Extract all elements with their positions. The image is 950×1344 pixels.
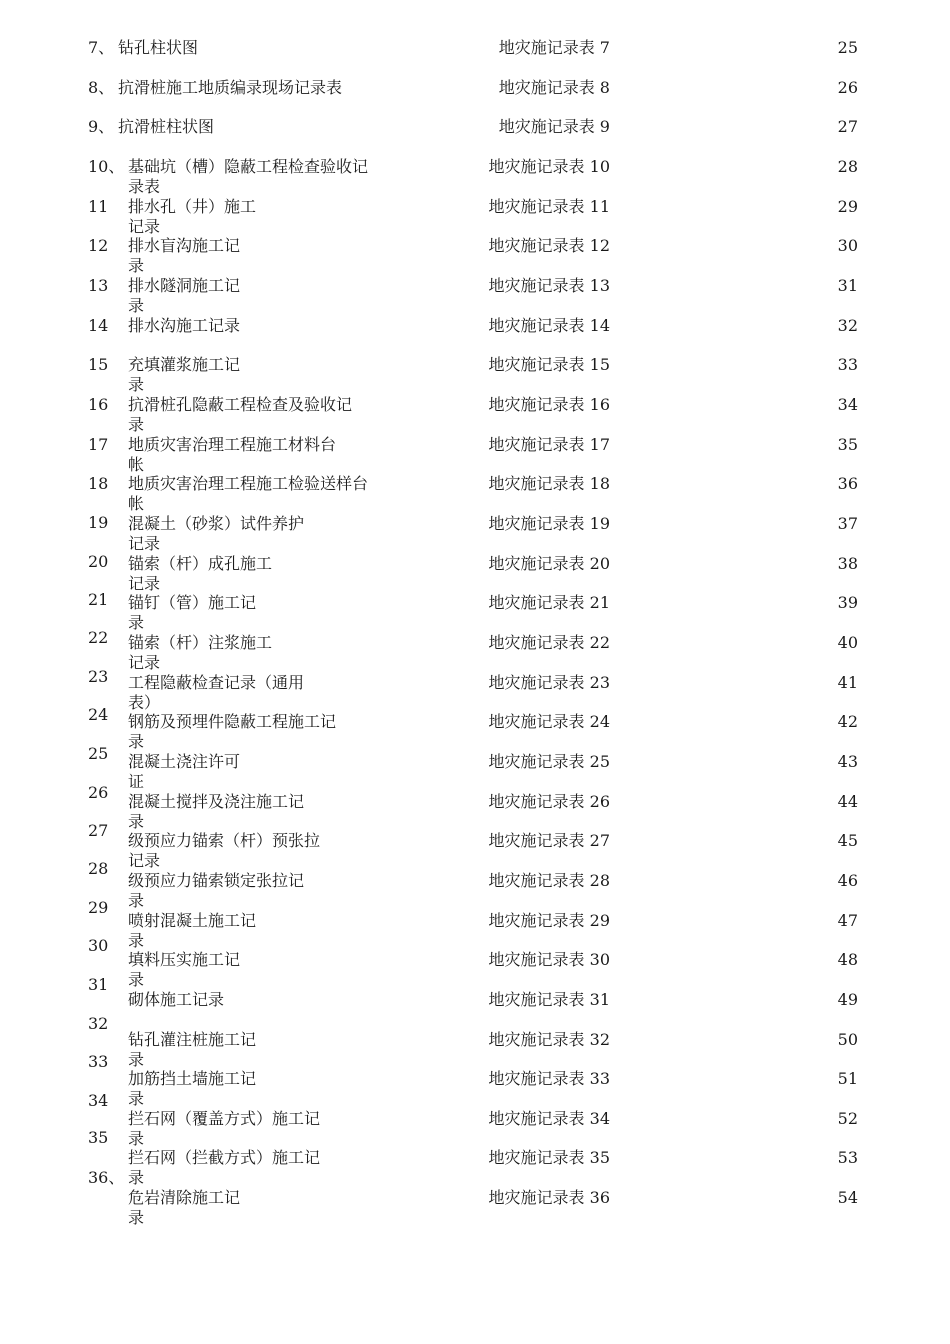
list-item[interactable] (0, 936, 950, 990)
entry-title-line: 帐 (128, 494, 145, 514)
entry-number: 9、 (88, 117, 115, 137)
entry-form-code: 地灾施记录表 24 (488, 712, 610, 732)
entry-number: 7、 (88, 38, 115, 57)
entry-title-line: 地质灾害治理工程施工检验送样台 (128, 474, 369, 494)
entry-form-code: 地灾施记录表 32 (488, 1029, 610, 1049)
entry-title-line: 拦石网（覆盖方式）施工记 (128, 1108, 321, 1128)
entry-title-line: 混凝土（砂浆）试件养护 (128, 513, 305, 533)
entry-number: 27 (88, 821, 109, 841)
entry-title-line: 录 (128, 295, 145, 315)
entry-title-line: 钢筋及预埋件隐蔽工程施工记 (128, 712, 337, 732)
list-item[interactable] (0, 782, 950, 831)
entry-title-line: 级预应力锚索（杆）预张拉 (128, 831, 321, 851)
entry-form-code: 地灾施记录表 9 (498, 117, 610, 137)
entry-title (128, 276, 240, 316)
entry-title-line: 排水盲沟施工记 (128, 236, 241, 256)
entry-page-number: 32 (837, 315, 858, 335)
entry-title-line: 录 (128, 1089, 145, 1109)
list-item[interactable] (0, 196, 950, 236)
entry-title (128, 792, 304, 832)
entry-number: 30 (88, 936, 109, 956)
entry-title (118, 78, 342, 98)
entry-number: 19 (88, 512, 109, 532)
entry-title (128, 474, 368, 514)
entry-form-code: 地灾施记录表 16 (488, 394, 610, 414)
entry-page-number: 34 (837, 394, 858, 414)
list-item[interactable] (0, 394, 950, 434)
entry-title (128, 673, 304, 713)
entry-title (128, 435, 336, 475)
entry-page-number: 44 (837, 791, 858, 811)
entry-title-line: 锚索（杆）注浆施工 (128, 632, 273, 652)
entry-number: 29 (88, 897, 109, 917)
entry-title (128, 236, 240, 276)
entry-title-line: 录 (128, 1049, 145, 1069)
list-item[interactable] (0, 627, 950, 672)
list-item[interactable] (0, 858, 950, 910)
entry-form-code: 地灾施记录表 34 (488, 1108, 610, 1128)
entry-title (128, 752, 240, 792)
entry-title-line: 混凝土浇注许可 (128, 751, 241, 771)
entry-title (128, 633, 272, 673)
entry-title (128, 712, 336, 752)
list-item[interactable] (0, 1128, 950, 1188)
entry-title (128, 554, 272, 594)
entry-title-line: 喷射混凝土施工记 (128, 910, 257, 930)
entry-title (128, 157, 368, 197)
entry-form-code: 地灾施记录表 28 (488, 870, 610, 890)
entry-title-line: 充填灌浆施工记 (128, 355, 241, 375)
entry-title-line: 加筋挡土墙施工记 (128, 1069, 257, 1089)
entry-form-code: 地灾施记录表 29 (488, 910, 610, 930)
entry-page-number: 35 (837, 434, 858, 454)
list-item[interactable] (0, 1168, 950, 1228)
list-item[interactable] (0, 897, 950, 950)
list-item[interactable] (0, 1090, 950, 1148)
list-item[interactable] (0, 37, 950, 77)
entry-page-number: 27 (837, 117, 858, 137)
entry-form-code: 地灾施记录表 11 (488, 196, 610, 216)
entry-title-line: 锚钉（管）施工记 (128, 593, 257, 613)
entry-page-number: 25 (837, 38, 858, 57)
entry-page-number: 49 (837, 989, 858, 1009)
list-item[interactable] (0, 821, 950, 871)
entry-title-line: 抗滑桩施工地质编录现场记录表 (118, 77, 343, 97)
entry-page-number: 46 (837, 870, 858, 890)
entry-page-number: 45 (837, 831, 858, 851)
entry-title (128, 990, 224, 1010)
entry-form-code: 地灾施记录表 33 (488, 1069, 610, 1089)
entry-number: 25 (88, 743, 109, 763)
entry-title (128, 1148, 320, 1188)
entry-page-number: 30 (837, 236, 858, 256)
list-item[interactable] (0, 974, 950, 1029)
list-item[interactable] (0, 1013, 950, 1069)
entry-form-code: 地灾施记录表 18 (488, 474, 610, 494)
entry-title-line: 填料压实施工记 (128, 950, 241, 970)
entry-title-line: 记录 (128, 216, 161, 236)
entry-page-number: 48 (837, 950, 858, 970)
entry-number: 14 (88, 315, 109, 335)
entry-number: 12 (88, 236, 109, 256)
entry-title-line: 排水隧洞施工记 (128, 275, 241, 295)
entry-title-line: 危岩清除施工记 (128, 1188, 241, 1208)
entry-title-line: 录 (128, 732, 145, 752)
entry-number: 20 (88, 551, 109, 571)
entry-number: 11 (88, 196, 109, 216)
entry-page-number: 39 (837, 593, 858, 613)
list-item[interactable] (0, 354, 950, 394)
entry-form-code: 地灾施记录表 21 (488, 593, 610, 613)
entry-page-number: 42 (837, 712, 858, 732)
entry-number: 31 (88, 974, 109, 994)
entry-number: 32 (88, 1013, 109, 1033)
entry-number: 21 (88, 590, 109, 610)
entry-number: 26 (88, 782, 109, 802)
entry-title-line: 录 (128, 375, 145, 395)
list-item[interactable] (0, 1052, 950, 1109)
entry-number: 10、 (88, 156, 125, 176)
list-item[interactable] (0, 235, 950, 275)
entry-title-line: 录 (128, 256, 145, 276)
entry-form-code: 地灾施记录表 23 (488, 672, 610, 692)
entry-title-line: 钻孔灌注桩施工记 (128, 1029, 257, 1049)
entry-form-code: 地灾施记录表 19 (488, 513, 610, 533)
list-item[interactable] (0, 77, 950, 117)
entry-page-number: 26 (837, 77, 858, 97)
entry-number: 23 (88, 666, 109, 686)
list-item[interactable] (0, 156, 950, 196)
entry-number: 35 (88, 1128, 109, 1148)
entry-title-line: 录 (128, 613, 145, 633)
entry-title-line: 录表 (128, 176, 161, 196)
entry-title (118, 117, 214, 137)
entry-title-line: 证 (128, 771, 145, 791)
entry-number: 13 (88, 275, 109, 295)
entry-form-code: 地灾施记录表 26 (488, 791, 610, 811)
list-item[interactable] (0, 666, 950, 712)
entry-form-code: 地灾施记录表 12 (488, 236, 610, 256)
entry-title (128, 316, 240, 336)
entry-form-code: 地灾施记录表 14 (488, 315, 610, 335)
entry-form-code: 地灾施记录表 30 (488, 950, 610, 970)
entry-page-number: 41 (837, 672, 858, 692)
entry-title (128, 514, 304, 554)
entry-page-number: 33 (837, 355, 858, 375)
entry-title-line: 工程隐蔽检查记录（通用 (128, 672, 305, 692)
entry-title-line: 录 (128, 970, 145, 990)
entry-title-line: 砌体施工记录 (128, 989, 225, 1009)
entry-title-line: 记录 (128, 851, 161, 871)
entry-title (128, 1069, 256, 1109)
list-item[interactable] (0, 553, 950, 593)
entry-number: 16 (88, 394, 109, 414)
entry-title-line: 排水孔（井）施工 (128, 196, 257, 216)
entry-title-line: 录 (128, 930, 145, 950)
list-item[interactable] (0, 513, 950, 553)
list-item[interactable] (0, 116, 950, 156)
entry-title (128, 831, 320, 871)
entry-title-line: 录 (128, 414, 145, 434)
entry-page-number: 47 (837, 910, 858, 930)
entry-form-code: 地灾施记录表 27 (488, 831, 610, 851)
entry-page-number: 53 (837, 1148, 858, 1168)
entry-form-code: 地灾施记录表 20 (488, 553, 610, 573)
entry-form-code: 地灾施记录表 10 (488, 156, 610, 176)
entry-title-line: 录 (128, 1168, 145, 1188)
entry-title-line: 锚索（杆）成孔施工 (128, 553, 273, 573)
entry-title-line: 级预应力锚索锁定张拉记 (128, 870, 305, 890)
entry-number: 15 (88, 355, 109, 375)
entry-form-code: 地灾施记录表 35 (488, 1148, 610, 1168)
entry-form-code: 地灾施记录表 22 (488, 632, 610, 652)
entry-title (128, 395, 352, 435)
entry-form-code: 地灾施记录表 17 (488, 434, 610, 454)
entry-form-code: 地灾施记录表 15 (488, 355, 610, 375)
entry-page-number: 43 (837, 751, 858, 771)
entry-title-line: 录 (128, 1208, 145, 1228)
entry-title-line: 录 (128, 1128, 145, 1148)
entry-title (128, 1030, 256, 1070)
list-item[interactable] (0, 592, 950, 632)
entry-page-number: 29 (837, 196, 858, 216)
entry-page-number: 40 (837, 632, 858, 652)
entry-page-number: 51 (837, 1069, 858, 1089)
entry-page-number: 31 (837, 275, 858, 295)
entry-title (128, 197, 256, 237)
entry-page-number: 54 (837, 1188, 858, 1208)
entry-form-code: 地灾施记录表 25 (488, 751, 610, 771)
entry-number: 22 (88, 627, 109, 647)
entry-page-number: 37 (837, 513, 858, 533)
entry-page-number: 50 (837, 1029, 858, 1049)
entry-title-line: 记录 (128, 652, 161, 672)
entry-number: 33 (88, 1052, 109, 1072)
entry-number: 24 (88, 705, 109, 725)
entry-title (128, 871, 304, 911)
list-item[interactable] (0, 434, 950, 474)
entry-form-code: 地灾施记录表 8 (498, 77, 610, 97)
entry-form-code: 地灾施记录表 36 (488, 1188, 610, 1208)
entry-title-line: 混凝土搅拌及浇注施工记 (128, 791, 305, 811)
entry-form-code: 地灾施记录表 31 (488, 989, 610, 1009)
entry-title (128, 911, 256, 951)
entry-title-line: 记录 (128, 573, 161, 593)
entry-number: 8、 (88, 77, 115, 97)
entry-title (128, 355, 240, 395)
entry-page-number: 36 (837, 474, 858, 494)
entry-number: 36、 (88, 1168, 125, 1188)
entry-title-line: 录 (128, 890, 145, 910)
entry-title-line: 录 (128, 811, 145, 831)
entry-form-code: 地灾施记录表 7 (498, 38, 610, 57)
list-item[interactable] (0, 275, 950, 315)
entry-title-line: 地质灾害治理工程施工材料台 (128, 434, 337, 454)
entry-number: 18 (88, 474, 109, 494)
list-item[interactable] (0, 473, 950, 513)
entry-title (118, 38, 198, 58)
entry-page-number: 38 (837, 553, 858, 573)
entry-title (128, 593, 256, 633)
entry-title-line: 记录 (128, 533, 161, 553)
entry-number: 34 (88, 1090, 109, 1110)
entry-title-line: 基础坑（槽）隐蔽工程检查验收记 (128, 156, 369, 176)
list-item[interactable] (0, 743, 950, 791)
entry-title-line: 钻孔柱状图 (118, 38, 199, 57)
entry-number: 28 (88, 858, 109, 878)
entry-form-code: 地灾施记录表 13 (488, 275, 610, 295)
list-item[interactable] (0, 315, 950, 355)
entry-title (128, 1109, 320, 1149)
entry-page-number: 28 (837, 156, 858, 176)
entry-title-line: 排水沟施工记录 (128, 315, 241, 335)
entry-title (128, 950, 240, 990)
entry-number: 17 (88, 434, 109, 454)
entry-title-line: 帐 (128, 454, 145, 474)
entry-title-line: 抗滑桩孔隐蔽工程检查及验收记 (128, 394, 353, 414)
entry-title-line: 表） (128, 692, 161, 712)
entry-title-line: 抗滑桩柱状图 (118, 117, 215, 137)
entry-page-number: 52 (837, 1108, 858, 1128)
list-item[interactable] (0, 705, 950, 752)
entry-title (128, 1188, 240, 1228)
entry-title-line: 拦石网（拦截方式）施工记 (128, 1148, 321, 1168)
